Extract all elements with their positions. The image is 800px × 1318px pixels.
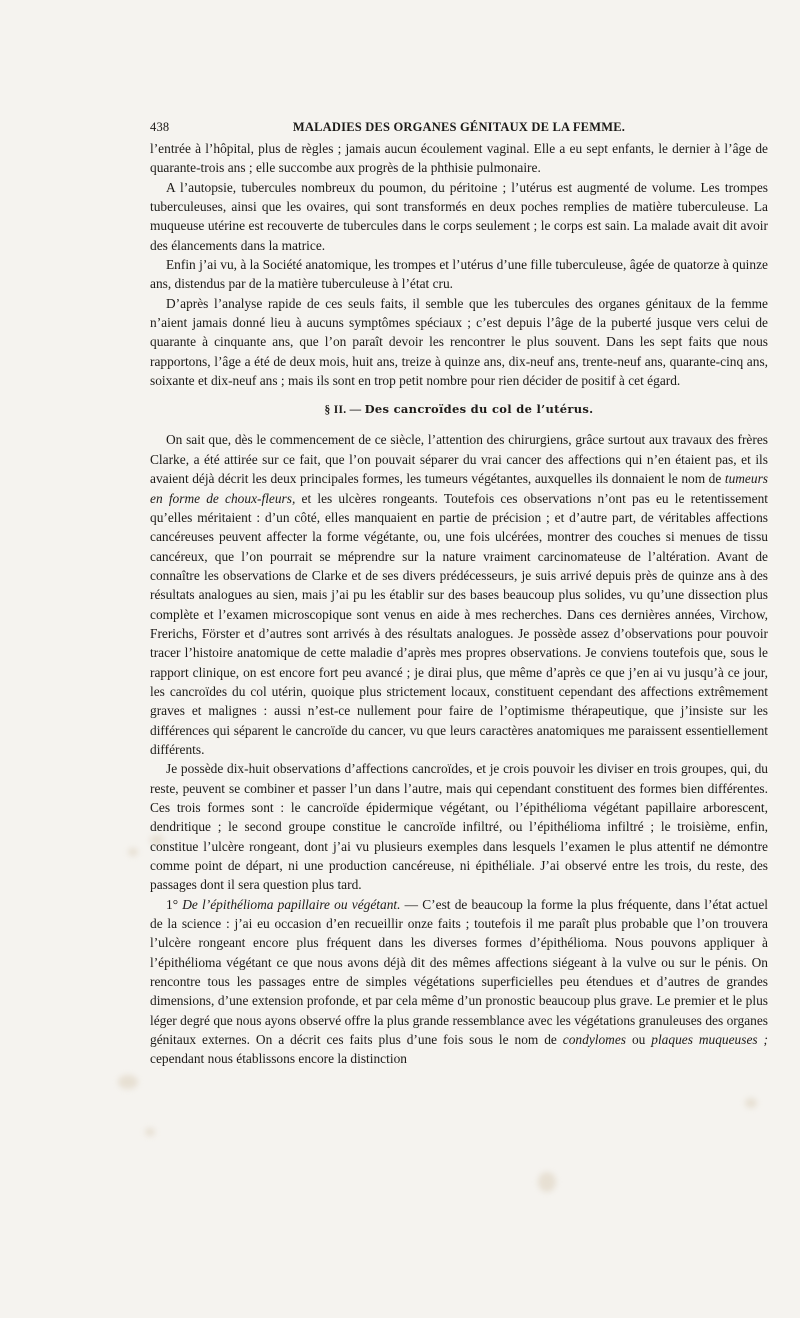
list-number: 1° <box>166 896 183 912</box>
text-run: — C’est de beaucoup la forme la plus fréquente, dans l’état actuel de la science : j’ai eu occasion d’en recueillir onze faits ; toutefois il me paraît plus probable que l’on trouvera l’ulcère rongeant encore plus fréquent dans les diverses formes d’épithélioma. Nous pouvons appliquer à l’épithélioma végétant ce que nous avons déjà dit des mêmes affections siégeant à la vulve ou sur le pénis. On rencontre tous les passages entre de simples végétations superficielles peu étendues et d’autres de grandes dimensions, d’une extension profonde, et par cela même d’un pronostic beaucoup plus grave. Le premier et le plus léger degré que nous ayons observé offre la plus grande ressemblance avec les végétations granuleuses des organes génitaux externes. On a décrit ces faits plus d’une fois sous le nom de <box>150 896 768 1048</box>
italic-term: plaques muqueuses ; <box>651 1032 768 1048</box>
italic-term: tumeurs en forme de choux-fleurs, <box>150 471 768 506</box>
paper-stain <box>745 1098 757 1108</box>
paragraph: l’entrée à l’hôpital, plus de règles ; jamais aucun écoulement vaginal. Elle a eu sept enfants, le dernier à l’âge de quarante-trois ans ; elle succombe aux progrès de la phthisie pulmonaire. <box>150 141 768 176</box>
subsection-title: De l’épithélioma papillaire ou végétant. <box>182 896 401 912</box>
page-number: 438 <box>150 120 170 134</box>
paper-stain <box>118 1075 138 1089</box>
text-run: et les ulcères rongeants. Toutefois ces observations n’ont pas eu le retentissement qu’elles méritaient : d’un côté, elles manquaient en partie de précision ; et d’autre part, de véritables affections cancéreuses peuvent affecter la forme végétante, ou, une fois ulcérées, montrer des couches si menues de tissu cancéreux, que l’on pourrait se méprendre sur la nature vraiment carcinomateuse de l’altération. Avant de connaître les observations de Clarke et de ses divers prédécesseurs, je suis arrivé depuis près de quinze ans à des résultats analogues au sien, mais j’ai pu les établir sur des bases beaucoup plus solides, vu qu’une dissection plus complète et l’examen microscopique sont venus en aide à mes recherches. Dans ces dernières années, Virchow, Frerichs, Förster et d’autres sont arrivés à des résultats analogues. Je possède assez d’observations pour pouvoir tracer l’histoire anatomique de cette maladie d’après mes propres observations. Je conviens toutefois que, sous le rapport clinique, on est encore fort peu avancé ; je dirai plus, que même d’après ce que j’en ai vu jusqu’à ce jour, les cancroïdes du col utérin, quoique plus strictement locaux, constituent cependant des affections extrêmement graves et malignes : aussi n’est-ce nullement pour faire de l’optimisme thérapeutique, que j’insiste sur les différences qui séparent le cancroïde du cancer, vu que leurs caractères anatomiques me paraissent essentiellement différents. <box>150 490 768 757</box>
paragraph: Je possède dix-huit observations d’affections cancroïdes, et je crois pouvoir les diviser en trois groupes, qui, du reste, peuvent se combiner et passer l’un dans l’autre, mais qui cependant constituent des formes bien différentes. Ces trois formes sont : le cancroïde épidermique végétant, ou l’épithélioma végétant papillaire arborescent, dendritique ; le second groupe constitue le cancroïde infiltré, ou l’épithélioma infiltré ; le troisième, enfin, constitue l’ulcère rongeant, dont j’ai vu plusieurs exemples dans lesquels l’examen le plus attentif ne démontre comme point de départ, ni une production cancéreuse, ni épithéliale. J’ai observé entre les trois, du reste, des passages dont il sera question plus tard. <box>150 761 768 893</box>
paper-stain <box>538 1172 556 1192</box>
paragraph: A l’autopsie, tubercules nombreux du poumon, du péritoine ; l’utérus est augmenté de volume. Les trompes tuberculeuses, ainsi que les ovaires, qui sont transformés en deux poches remplies de matière tuberculeuse. La muqueuse utérine est recouverte de tubercules dans le corps seulement ; le corps est sain. La malade avait dit avoir des élancements dans la matrice. <box>150 179 768 253</box>
section-heading <box>150 402 768 416</box>
paragraph: D’après l’analyse rapide de ces seuls faits, il semble que les tubercules des organes génitaux de la femme n’aient jamais donné lieu à aucuns symptômes spéciaux ; c’est depuis l’âge de la puberté jusque vers celui de quarante à cinquante ans, que l’on paraît devoir les rencontrer le plus souvent. Dans les sept faits que nous rapportons, l’âge a été de deux mois, huit ans, treize à quinze ans, dix-neuf ans, trente-neuf ans, quarante-cinq ans, soixante et dix-neuf ans ; mais ils sont en trop petit nombre pour rien décider de positif à cet égard. <box>150 295 768 389</box>
section-title: Des cancroïdes du col de l’utérus. <box>364 402 594 417</box>
text-run: cependant nous établissons encore la distinction <box>150 1051 407 1067</box>
running-title: MALADIES DES ORGANES GÉNITAUX DE LA FEMME. <box>292 120 626 134</box>
paper-stain <box>145 1128 155 1136</box>
text-run: On sait que, dès le commencement de ce siècle, l’attention des chirurgiens, grâce surtout aux travaux des frères Clarke, a été attirée sur ce fait, que l’on pouvait séparer du vrai cancer des affections qui n’en étaient pas, et ils avaient déjà décrit les deux principales formes, les tumeurs végétantes, auxquelles ils donnaient le nom de <box>150 432 768 487</box>
italic-term: condylomes <box>562 1032 627 1048</box>
paragraph <box>150 430 768 759</box>
paper-stain <box>128 848 138 856</box>
paragraph: Enfin j’ai vu, à la Société anatomique, les trompes et l’utérus d’une fille tuberculeuse, âgée de quatorze à quinze ans, distendus par de la matière tuberculeuse à l’état cru. <box>150 257 768 292</box>
paragraph <box>150 895 768 1069</box>
page-content <box>150 117 768 1069</box>
text-run: ou <box>626 1032 652 1048</box>
section-number: § II. — <box>324 404 362 417</box>
running-header <box>150 117 768 139</box>
